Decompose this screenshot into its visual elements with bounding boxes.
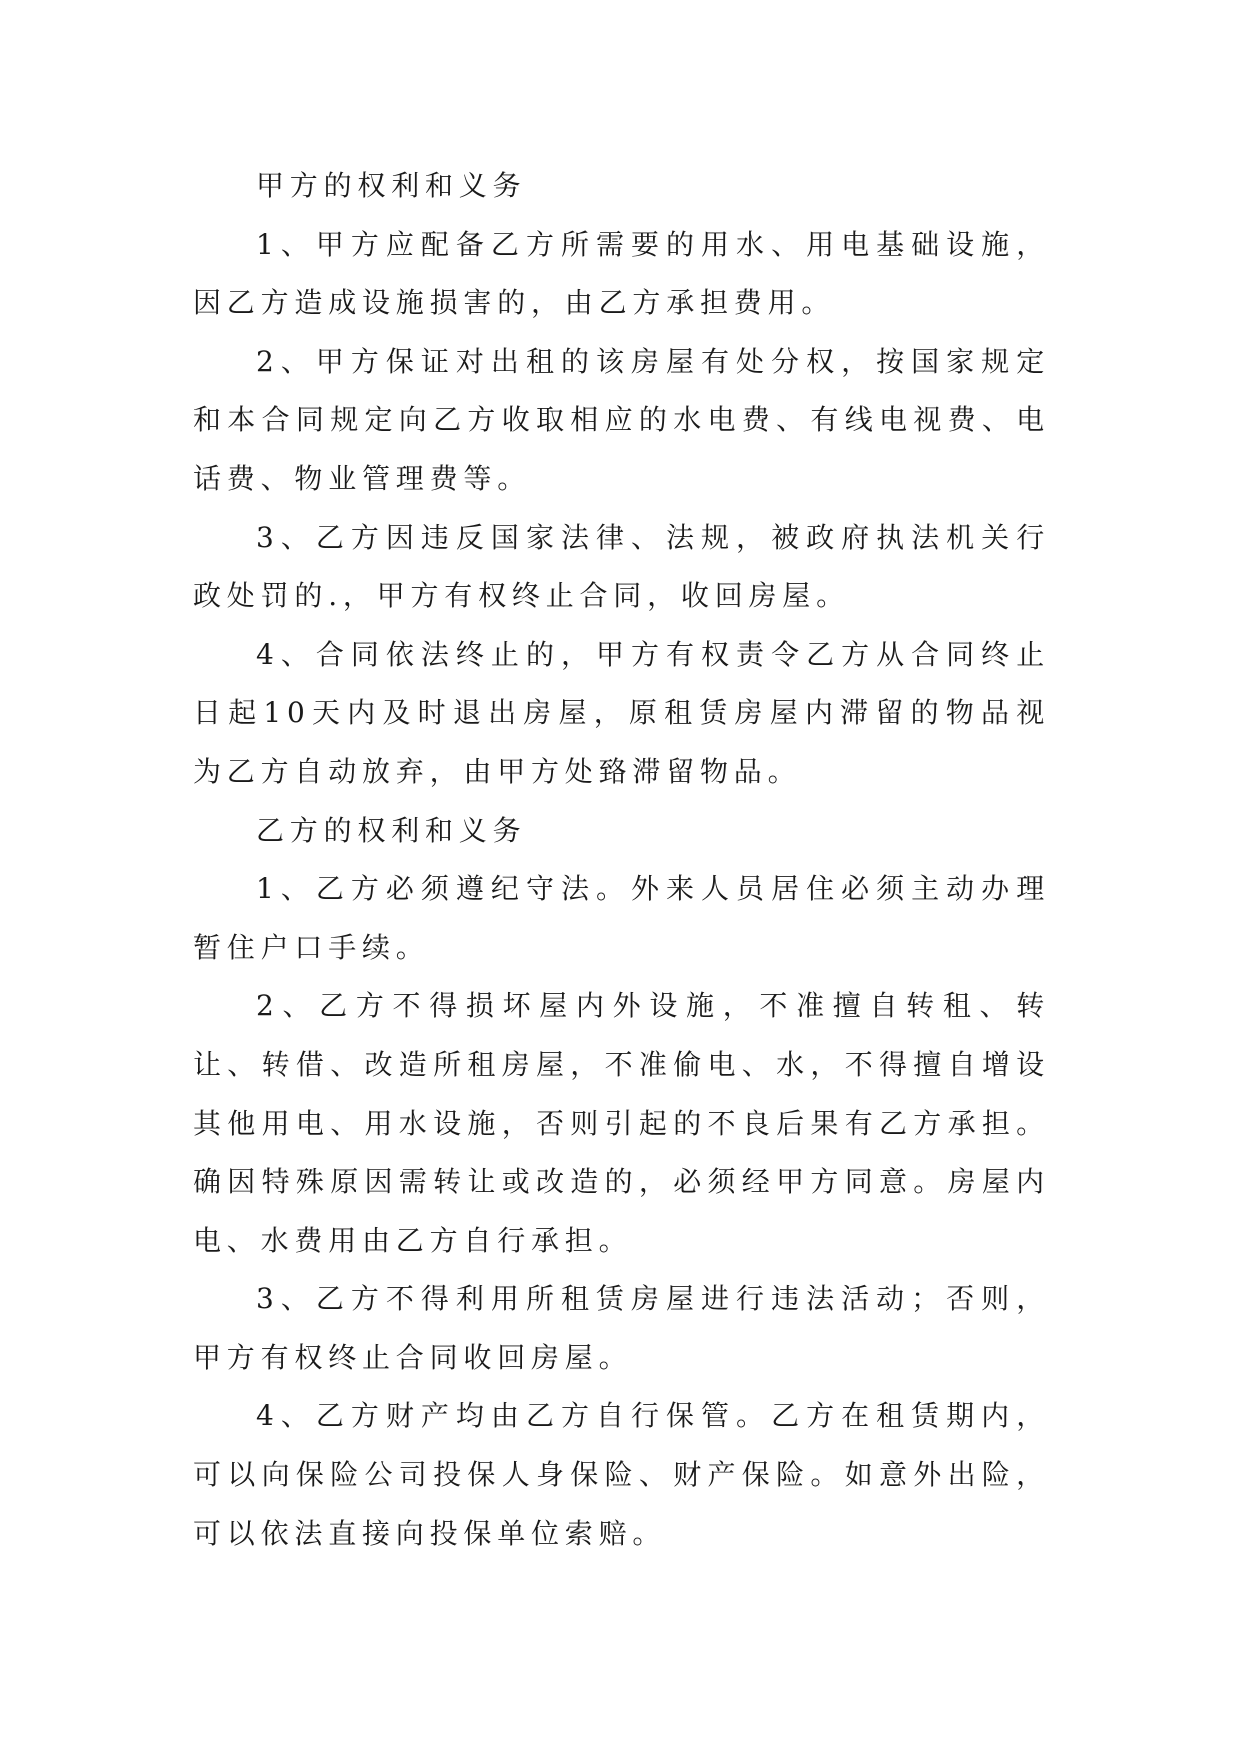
- party-a-clause-4: 4、合同依法终止的，甲方有权责令乙方从合同终止日起10天内及时退出房屋，原租赁房屋内滞留的物品视为乙方自动放弃，由甲方处臵滞留物品。: [193, 637, 1050, 788]
- section-heading-party-b: 乙方的权利和义务: [256, 813, 527, 847]
- party-b-clause-3: 3、乙方不得利用所租赁房屋进行违法活动；否则，甲方有权终止合同收回房屋。: [193, 1282, 1050, 1374]
- party-b-clause-4: 4、乙方财产均由乙方自行保管。乙方在租赁期内，可以向保险公司投保人身保险、财产保险。如意外出险，可以依法直接向投保单位索赔。: [193, 1399, 1050, 1550]
- party-b-clause-2: 2、乙方不得损坏屋内外设施，不准擅自转租、转让、转借、改造所租房屋，不准偷电、水，不得擅自增设其他用电、用水设施，否则引起的不良后果有乙方承担。确因特殊原因需转让或改造的，必须经甲方同意。房屋内电、水费用由乙方自行承担。: [193, 989, 1050, 1257]
- document-body: [193, 157, 1050, 1563]
- party-a-clause-1: 1、甲方应配备乙方所需要的用水、用电基础设施，因乙方造成设施损害的，由乙方承担费用。: [193, 227, 1050, 320]
- section-heading-party-a: 甲方的权利和义务: [256, 169, 527, 202]
- party-a-clause-3: 3、乙方因违反国家法律、法规，被政府执法机关行政处罚的.，甲方有权终止合同，收回房屋。: [193, 520, 1050, 613]
- party-b-clause-1: 1、乙方必须遵纪守法。外来人员居住必须主动办理暂住户口手续。: [193, 872, 1050, 964]
- party-a-clause-2: 2、甲方保证对出租的该房屋有处分权，按国家规定和本合同规定向乙方收取相应的水电费、有线电视费、电话费、物业管理费等。: [193, 344, 1050, 495]
